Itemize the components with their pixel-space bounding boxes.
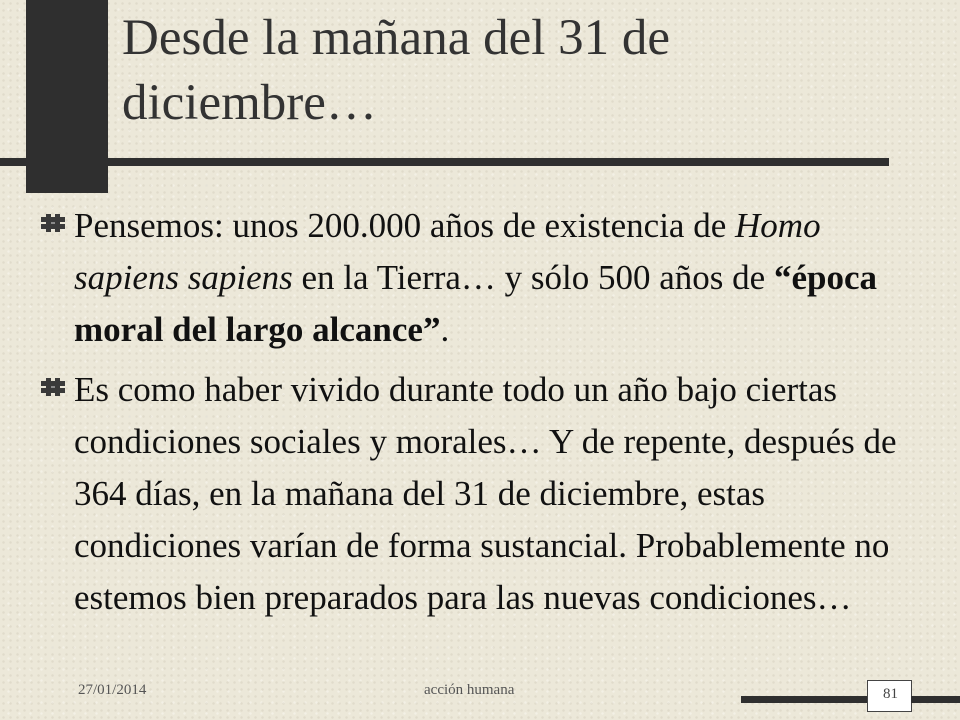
bullet-text-bold: “época moral del largo alcance” — [74, 258, 877, 349]
bullet-item — [40, 364, 920, 624]
page-number-box — [867, 680, 912, 712]
bullet-text-italic: Homo sapiens sapiens — [74, 206, 821, 297]
footer-date: 27/01/2014 — [78, 682, 147, 698]
bullet-text — [74, 364, 920, 624]
footer-title: acción humana — [424, 682, 515, 698]
footer-rule-right — [911, 696, 960, 703]
page-number: 81 — [883, 686, 898, 702]
bullet-icon — [40, 212, 66, 234]
bullet-text-run: . — [440, 310, 450, 349]
bullet-text-run: Es como haber vivido durante todo un año bajo ciertas condiciones sociales y morales… Y de repente, después de 364 días, en la mañana del 31 de diciembre, estas condiciones varían de forma sustancial. Probablemente no estemos bien preparados para las nuevas condiciones… — [74, 370, 897, 617]
bullet-text — [74, 200, 920, 356]
title-underline — [0, 158, 889, 166]
bullet-item — [40, 200, 920, 356]
footer-rule-left — [741, 696, 868, 703]
bullet-list — [40, 200, 920, 632]
footer — [0, 682, 960, 712]
bullet-icon — [40, 376, 66, 398]
bullet-text-run: en la Tierra… y sólo 500 años de — [292, 258, 774, 297]
bullet-text-run: Pensemos: unos 200.000 años de existencia de — [74, 206, 736, 245]
slide-title: Desde la mañana del 31 de diciembre… — [122, 10, 671, 131]
